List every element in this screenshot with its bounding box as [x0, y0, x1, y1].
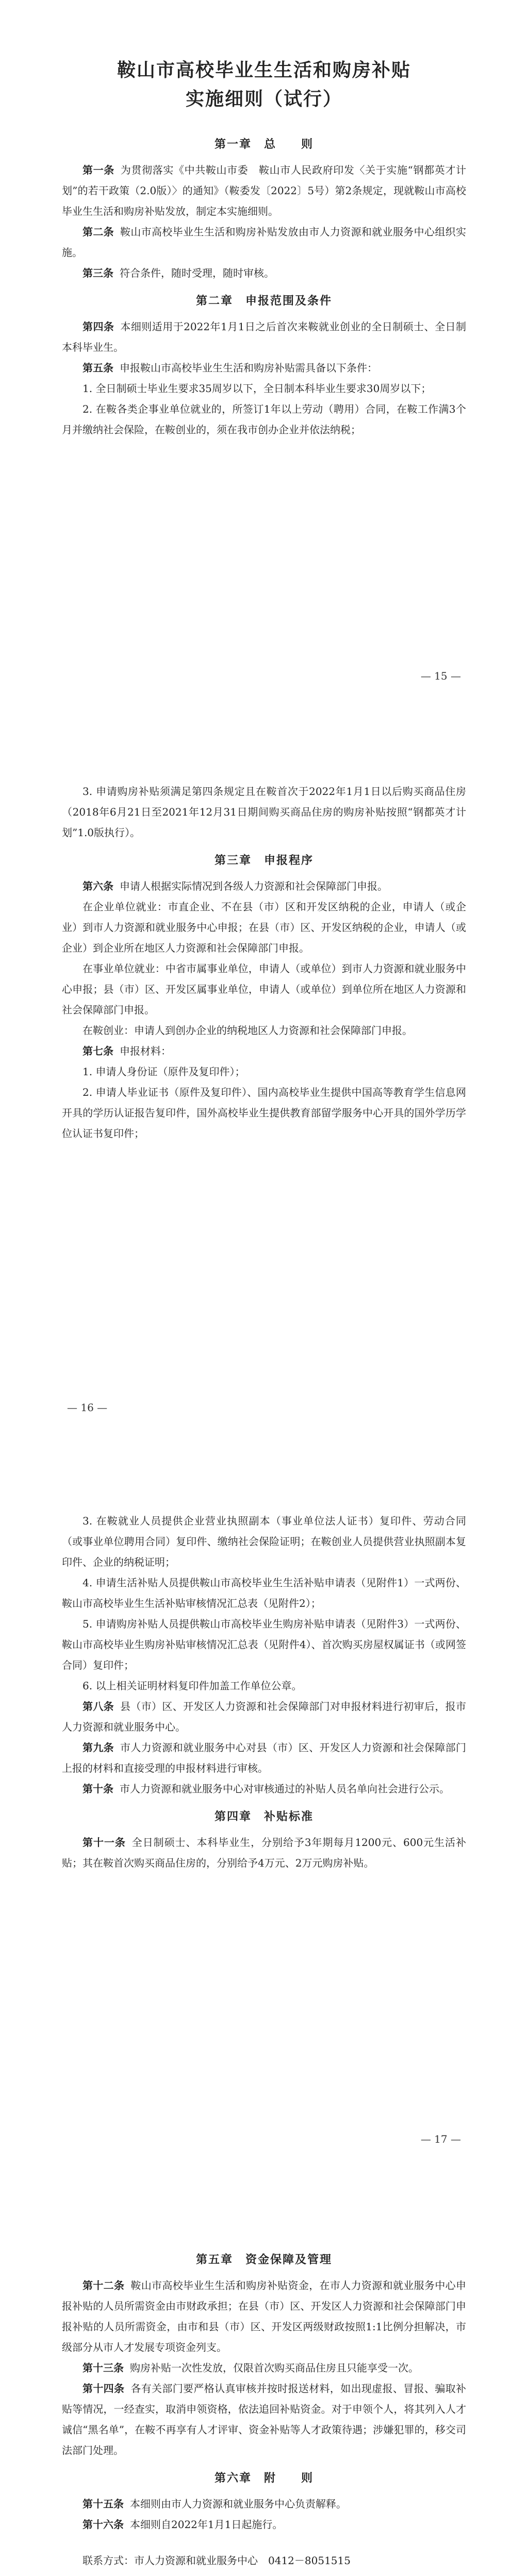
article-8: [62, 1696, 466, 1737]
page-18: [0, 2195, 528, 2576]
article-4-text: 本细则适用于2022年1月1日之后首次来鞍就业创业的全日制硕士、全日制本科毕业生。: [62, 320, 466, 353]
article-1: [62, 160, 466, 222]
chapter-5-heading: 第五章 资金保障及管理: [195, 2253, 332, 2266]
article-5-text: 申报鞍山市高校毕业生生活和购房补贴需具备以下条件：: [120, 362, 377, 374]
page-15: [0, 0, 528, 732]
article-15: [62, 2494, 466, 2514]
article-11-label: 第十一条: [82, 1836, 126, 1849]
article-7-item-2: 2. 申请人毕业证书（原件及复印件）、国内高校毕业生提供中国高等教育学生信息网开具的学历认证报告复印件，国外高校毕业生提供教育部留学服务中心开具的国外学历学位认证书复印件；: [62, 1086, 466, 1140]
article-7-item-1: 1. 申请人身份证（原件及复印件）；: [82, 1065, 245, 1078]
article-16-text: 本细则自2022年1月1日起施行。: [130, 2518, 283, 2531]
chapter-4-heading: 第四章 补贴标准: [214, 1810, 314, 1823]
article-7-text: 申报材料：: [120, 1045, 171, 1057]
article-2-label: 第二条: [82, 226, 114, 238]
article-5-label: 第五条: [82, 362, 113, 374]
article-10: [62, 1778, 466, 1799]
article-12-text: 鞍山市高校毕业生生活和购房补贴资金，在市人力资源和就业服务中心申报补贴的人员所需资金由市财政承担；在县（市）区、开发区人力资源和社会保障部门申报补贴的人员所需资金，由市和县（市）区、开发区两级财政按照1:1比例分担解决，市级部分从市人才发展专项资金列支。: [62, 2279, 467, 2353]
article-15-text: 本细则由市人力资源和就业服务中心负责解释。: [130, 2498, 346, 2510]
article-13-label: 第十三条: [82, 2362, 124, 2374]
article-9: [62, 1737, 466, 1778]
article-10-label: 第十条: [82, 1783, 113, 1795]
page-number-16: — 16 —: [67, 1401, 108, 1414]
article-4-label: 第四条: [82, 320, 114, 333]
article-5-item-2: 2. 在鞍各类企事业单位就业的，所签订1年以上劳动（聘用）合同，在鞍工作满3个月并缴纳社会保险，在鞍创业的，须在我市创办企业并依法纳税；: [62, 403, 466, 436]
article-16: [62, 2514, 466, 2535]
article-7-label: 第七条: [82, 1045, 113, 1057]
article-3-text: 符合条件，随时受理，随时审核。: [120, 267, 274, 279]
article-14-label: 第十四条: [82, 2382, 125, 2395]
article-1-text: 为贯彻落实《中共鞍山市委 鞍山市人民政府印发〈关于实施“钢都英才计划”的若干政策（2.0版）〉的通知》（鞍委发〔2022〕5号）第2条规定，现就鞍山市高校毕业生生活和购房补贴发放，制定本实施细则。: [62, 164, 466, 217]
article-6: [62, 876, 466, 896]
article-3-label: 第三条: [82, 267, 113, 279]
article-14: [62, 2378, 466, 2461]
page-16: [0, 732, 528, 1463]
article-15-label: 第十五条: [82, 2498, 124, 2510]
article-6-item-3: 在鞍创业：申请人到创办企业的纳税地区人力资源和社会保障部门申报。: [82, 1024, 412, 1037]
doc-title-line1: 鞍山市高校毕业生生活和购房补贴: [117, 59, 411, 81]
article-13-text: 购房补贴一次性发放，仅限首次购买商品住房且只能享受一次。: [130, 2362, 419, 2374]
article-9-label: 第九条: [82, 1741, 114, 1754]
article-10-text: 市人力资源和就业服务中心对审核通过的补贴人员名单向社会进行公示。: [120, 1783, 450, 1795]
article-11-text: 全日制硕士、本科毕业生，分别给予3年期每月1200元、600元生活补贴；其在鞍首次购买商品住房的，分别给予4万元、2万元购房补贴。: [62, 1836, 467, 1869]
article-3: [62, 263, 466, 283]
page-number-17: — 17 —: [420, 2133, 461, 2145]
article-7-item-5: 5. 申请购房补贴人员提供鞍山市高校毕业生购房补贴申请表（见附件3）一式两份、鞍山市高校毕业生购房补贴审核情况汇总表（见附件4）、首次购买房屋权属证书（或网签合同）复印件；: [62, 1618, 466, 1671]
chapter-6-heading: 第六章 附 则: [214, 2471, 314, 2485]
article-14-text: 各有关部门要严格认真审核并按时报送材料，如出现虚报、冒报、骗取补贴等情况，一经查实，取消申领资格，依法追回补贴资金。对于申领个人，将其列入人才诚信“黑名单”，在鞍不再享有人才评审、资金补贴等人才政策待遇；涉嫌犯罪的，移交司法部门处理。: [62, 2382, 467, 2456]
article-7-item-4: 4. 申请生活补贴人员提供鞍山市高校毕业生生活补贴申请表（见附件1）一式两份、鞍山市高校毕业生生活补贴审核情况汇总表（见附件2）；: [62, 1577, 466, 1609]
article-9-text: 市人力资源和就业服务中心对县（市）区、开发区人力资源和社会保障部门上报的材料和直接受理的申报材料进行审核。: [62, 1741, 467, 1774]
article-7-item-3: 3. 在鞍就业人员提供企业营业执照副本（事业单位法人证书）复印件、劳动合同（或事业单位聘用合同）复印件、缴纳社会保险证明；在鞍创业人员提供营业执照副本复印件、企业的纳税证明；: [62, 1515, 466, 1568]
article-7-item-6: 6. 以上相关证明材料复印件加盖工作单位公章。: [82, 1680, 302, 1692]
article-5-item-1: 1. 全日制硕士毕业生要求35周岁以下，全日制本科毕业生要求30周岁以下；: [82, 382, 432, 395]
article-6-item-1: 在企业单位就业：市直企业、不在县（市）区和开发区纳税的企业，申请人（或企业）到市人力资源和就业服务中心申报；在县（市）区、开发区纳税的企业，申请人（或企业）到企业所在地区人力资源和社会保障部门申报。: [62, 901, 466, 954]
article-8-label: 第八条: [82, 1700, 114, 1713]
chapter-1-heading: 第一章 总 则: [214, 138, 314, 151]
article-6-text: 申请人根据实际情况到各级人力资源和社会保障部门申报。: [120, 880, 388, 892]
article-2: [62, 222, 466, 263]
article-1-label: 第一条: [82, 164, 114, 176]
article-13: [62, 2358, 466, 2378]
article-12-label: 第十二条: [82, 2279, 125, 2292]
chapter-2-heading: 第二章 申报范围及条件: [195, 294, 332, 308]
article-6-item-2: 在事业单位就业：中省市属事业单位，申请人（或单位）到市人力资源和就业服务中心申报；县（市）区、开发区属事业单位，申请人（或单位）到单位所在地区人力资源和社会保障部门申报。: [62, 962, 466, 1016]
article-16-label: 第十六条: [82, 2518, 124, 2531]
contact-info: 联系方式：市人力资源和就业服务中心 0412－8051515: [82, 2554, 351, 2567]
article-12: [62, 2275, 466, 2358]
page-number-15: — 15 —: [420, 670, 461, 682]
doc-title-line2: 实施细则（试行）: [185, 88, 342, 110]
chapter-3-heading: 第三章 申报程序: [214, 854, 314, 867]
article-2-text: 鞍山市高校毕业生生活和购房补贴发放由市人力资源和就业服务中心组织实施。: [62, 226, 467, 259]
article-8-text: 县（市）区、开发区人力资源和社会保障部门对申报材料进行初审后，报市人力资源和就业服务中心。: [62, 1700, 467, 1733]
article-7: [62, 1041, 466, 1061]
article-4: [62, 316, 466, 358]
page-17: [0, 1463, 528, 2195]
article-11: [62, 1832, 466, 1873]
article-5: [62, 358, 466, 378]
article-6-label: 第六条: [82, 880, 113, 892]
article-5-item-3: 3. 申请购房补贴须满足第四条规定且在鞍首次于2022年1月1日以后购买商品住房（2018年6月21日至2021年12月31日期间购买商品住房的购房补贴按照“钢都英才计划”1.0版执行）。: [62, 785, 466, 839]
